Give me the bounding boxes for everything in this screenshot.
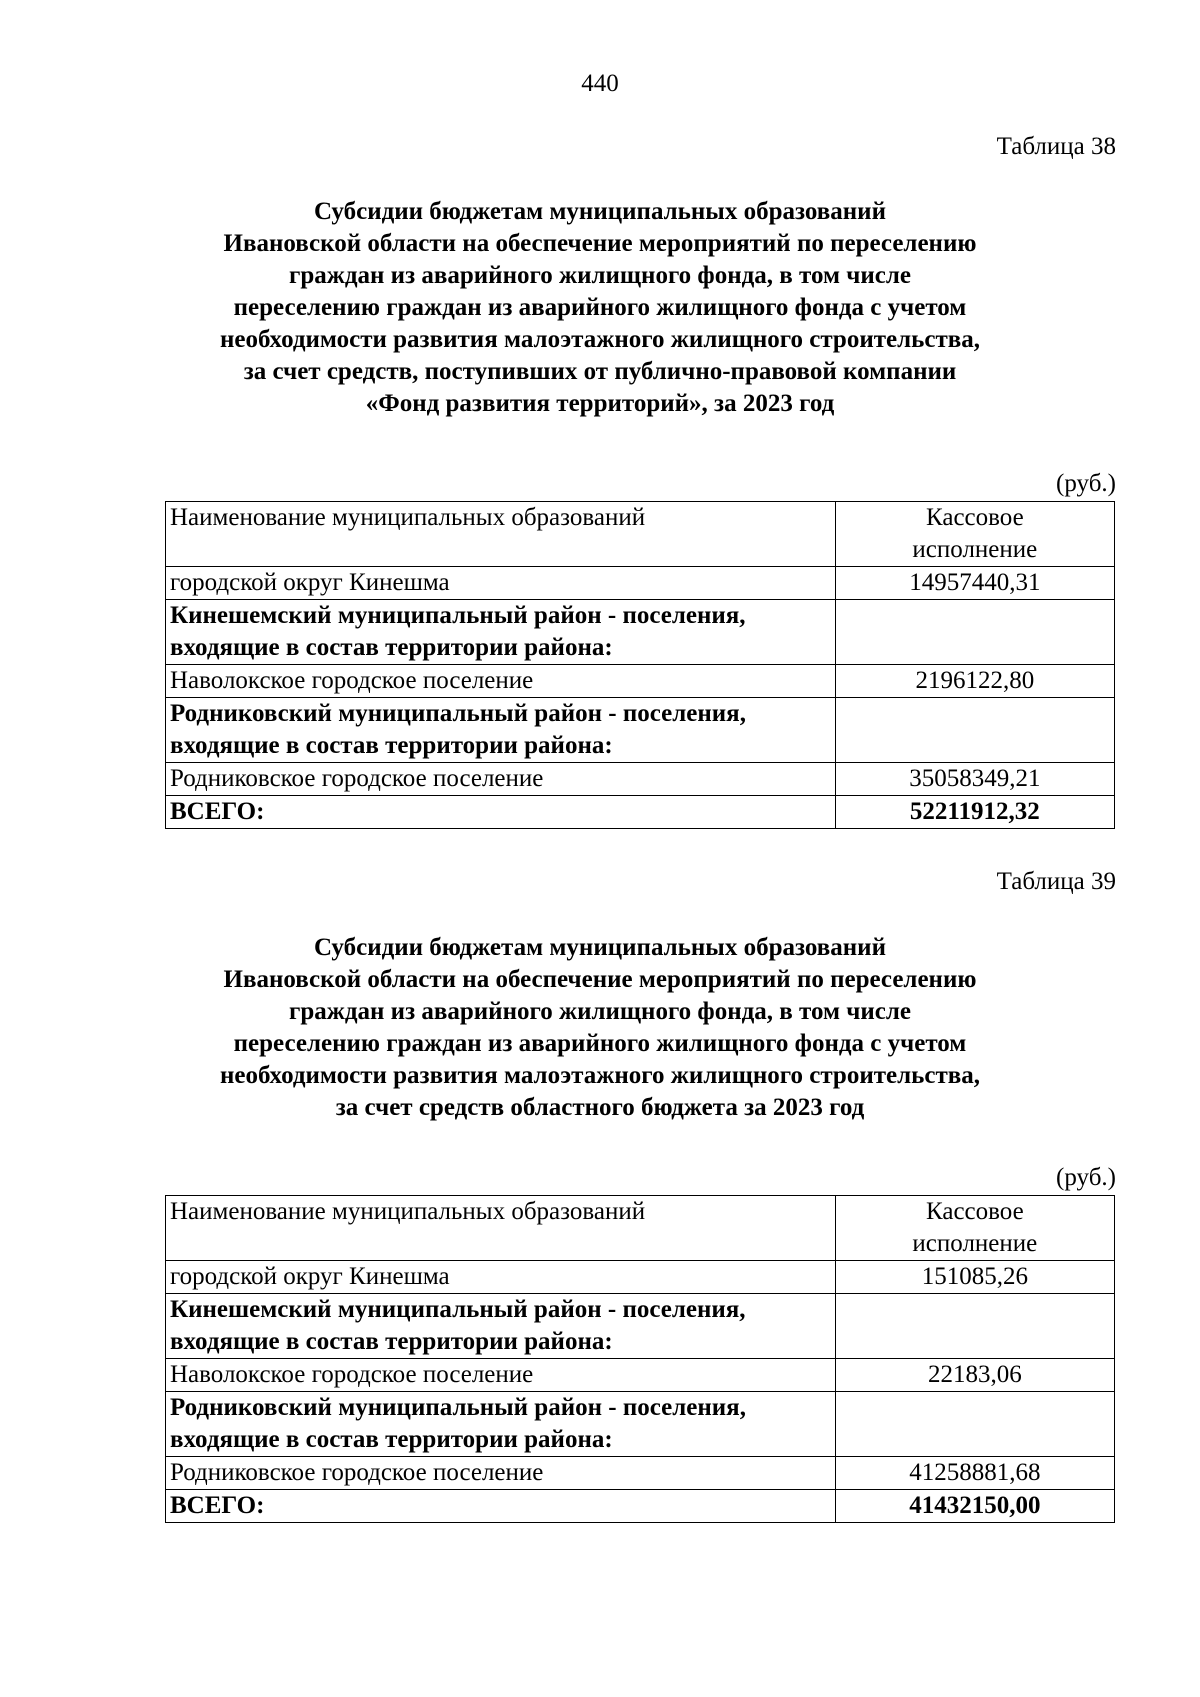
row-name: Кинешемский муниципальный район - поселения, входящие в состав территории района: — [166, 1294, 836, 1359]
row-value — [835, 1294, 1114, 1359]
row-name: ВСЕГО: — [166, 1490, 836, 1523]
row-name: Родниковское городское поселение — [166, 763, 836, 796]
title-line: переселению граждан из аварийного жилищного фонда с учетом — [233, 1030, 967, 1057]
column-header-value: Кассовое исполнение — [835, 502, 1114, 567]
column-header-name: Наименование муниципальных образований — [166, 502, 836, 567]
row-name: Кинешемский муниципальный район - поселения, входящие в состав территории района: — [166, 600, 836, 665]
title-line: за счет средств, поступивших от публично-правовой компании — [243, 358, 957, 385]
table-row — [166, 1457, 1115, 1490]
title-line: «Фонд развития территорий», за 2023 год — [365, 390, 835, 417]
title-line: Ивановской области на обеспечение мероприятий по переселению — [223, 230, 977, 257]
row-name: городской округ Кинешма — [166, 1261, 836, 1294]
row-value — [835, 600, 1114, 665]
title-line: Ивановской области на обеспечение мероприятий по переселению — [223, 966, 977, 993]
row-value — [835, 698, 1114, 763]
table-row — [166, 567, 1115, 600]
table-row — [166, 698, 1115, 763]
row-value: 52211912,32 — [835, 796, 1114, 829]
table-total-row — [166, 1490, 1115, 1523]
title-line: за счет средств областного бюджета за 2023 год — [335, 1094, 865, 1121]
title-line: Субсидии бюджетам муниципальных образований — [314, 934, 886, 961]
row-name: ВСЕГО: — [166, 796, 836, 829]
row-name: Наволокское городское поселение — [166, 1359, 836, 1392]
table-title — [150, 196, 1050, 420]
table-total-row — [166, 796, 1115, 829]
title-line: Субсидии бюджетам муниципальных образований — [314, 198, 886, 225]
column-header-value: Кассовое исполнение — [835, 1196, 1114, 1261]
data-table — [165, 501, 1115, 829]
row-value: 14957440,31 — [835, 567, 1114, 600]
row-value — [835, 1392, 1114, 1457]
table-label: Таблица 38 — [996, 133, 1116, 160]
row-value: 151085,26 — [835, 1261, 1114, 1294]
title-line: граждан из аварийного жилищного фонда, в том числе — [288, 998, 911, 1025]
row-value: 22183,06 — [835, 1359, 1114, 1392]
title-line: необходимости развития малоэтажного жилищного строительства, — [220, 1062, 980, 1089]
row-value: 2196122,80 — [835, 665, 1114, 698]
row-name: Родниковский муниципальный район - поселения, входящие в состав территории района: — [166, 1392, 836, 1457]
table-row — [166, 1392, 1115, 1457]
row-value: 41432150,00 — [835, 1490, 1114, 1523]
table-label: Таблица 39 — [996, 868, 1116, 895]
title-line: переселению граждан из аварийного жилищного фонда с учетом — [233, 294, 967, 321]
row-name: Родниковский муниципальный район - поселения, входящие в состав территории района: — [166, 698, 836, 763]
table-row — [166, 1294, 1115, 1359]
row-value: 35058349,21 — [835, 763, 1114, 796]
table-row — [166, 665, 1115, 698]
row-name: городской округ Кинешма — [166, 567, 836, 600]
table-row — [166, 600, 1115, 665]
table-title — [150, 932, 1050, 1124]
unit-label: (руб.) — [1056, 1164, 1116, 1191]
unit-label: (руб.) — [1056, 470, 1116, 497]
table-header-row — [166, 502, 1115, 567]
row-value: 41258881,68 — [835, 1457, 1114, 1490]
table-header-row — [166, 1196, 1115, 1261]
title-line: граждан из аварийного жилищного фонда, в том числе — [288, 262, 911, 289]
row-name: Наволокское городское поселение — [166, 665, 836, 698]
row-name: Родниковское городское поселение — [166, 1457, 836, 1490]
table-row — [166, 1359, 1115, 1392]
table-row — [166, 1261, 1115, 1294]
title-line: необходимости развития малоэтажного жилищного строительства, — [220, 326, 980, 353]
data-table — [165, 1195, 1115, 1523]
page-number: 440 — [581, 70, 619, 97]
table-row — [166, 763, 1115, 796]
column-header-name: Наименование муниципальных образований — [166, 1196, 836, 1261]
